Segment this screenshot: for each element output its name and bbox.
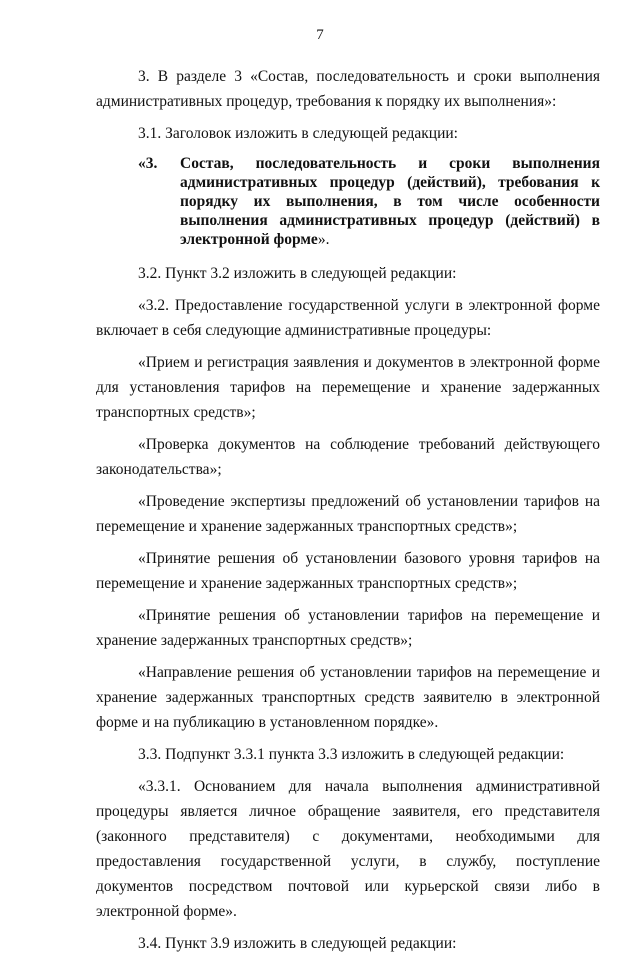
paragraph-3-4: 3.4. Пункт 3.9 изложить в следующей редакции: [138, 935, 457, 952]
procedure-item-5: «Принятие решения об установлении тарифов на перемещение и хранение задержанных транспортных средств»; [96, 607, 600, 649]
paragraph-section-3: 3. В разделе 3 «Состав, последовательность и сроки выполнения административных процедур, требования к порядку их выполнения»: [96, 68, 600, 110]
procedure-item-6: «Направление решения об установлении тарифов на перемещение и хранение задержанных транспортных средств заявителю в электронной форме и на публикацию в установленном порядке». [96, 664, 600, 731]
quoted-heading-text [180, 154, 600, 249]
procedure-item-2: «Проверка документов на соблюдение требований действующего законодательства»; [96, 436, 600, 478]
quoted-heading-number: «3. [138, 155, 158, 172]
procedure-item-1: «Прием и регистрация заявления и документов в электронной форме для установления тарифов на перемещение и хранение задержанных транспортных средств»; [96, 354, 600, 421]
quoted-heading-body: Состав, последовательность и сроки выполнения административных процедур (действий), требования к порядку их выполнения, в том числе особенности выполнения административных процедур (действий) в электронной форме [180, 155, 600, 248]
paragraph-3-1: 3.1. Заголовок изложить в следующей редакции: [138, 125, 458, 142]
procedure-item-4: «Принятие решения об установлении базового уровня тарифов на перемещение и хранение задержанных транспортных средств»; [96, 550, 600, 592]
page-number: 7 [316, 27, 324, 43]
quoted-heading [96, 154, 600, 249]
quoted-heading-end: ». [317, 231, 330, 248]
paragraph-3-2-text: «3.2. Предоставление государственной услуги в электронной форме включает в себя следующие административные процедуры: [96, 297, 600, 339]
paragraph-3-3: 3.3. Подпункт 3.3.1 пункта 3.3 изложить в следующей редакции: [138, 746, 565, 763]
document-body [96, 64, 600, 956]
procedure-item-3: «Проведение экспертизы предложений об установлении тарифов на перемещение и хранение задержанных транспортных средств»; [96, 493, 600, 535]
paragraph-3-2: 3.2. Пункт 3.2 изложить в следующей редакции: [138, 265, 457, 282]
paragraph-3-3-1: «3.3.1. Основанием для начала выполнения административной процедуры является личное обращение заявителя, его представителя (законного представителя) с документами, необходимыми для предоставления государственной услуги, в службу, поступление документов посредством почтовой или курьерской связи либо в электронной форме». [96, 778, 600, 920]
